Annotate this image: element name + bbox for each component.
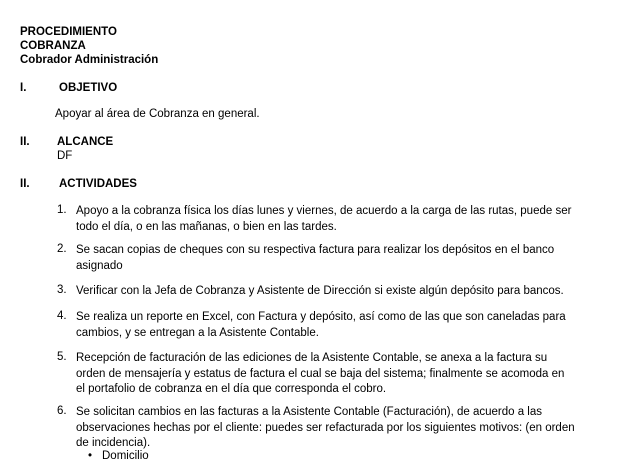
activity-number: 4. (57, 310, 67, 322)
activity-line: Verificar con la Jefa de Cobranza y Asistente de Dirección si existe algún depósito para bancos. (76, 285, 564, 297)
activity-item (76, 405, 610, 452)
activity-line: orden de mensajería y estatus de factura el cual se baja del sistema; finalmente se acomoda en (76, 367, 565, 380)
section-actividades-numeral: II. (20, 178, 30, 190)
activity-item (76, 284, 610, 300)
activity-line: Se sacan copias de cheques con su respectiva factura para realizar los depósitos en el banco (76, 244, 555, 256)
section-alcance-title: ALCANCE (57, 136, 114, 148)
activity-item (76, 243, 610, 274)
activity-line: Se solicitan cambios en las facturas a la Asistente Contable (Facturación), de acuerdo a las (76, 406, 542, 418)
activity-line: de incidencia). (76, 437, 151, 449)
activity-line: observaciones hechas por el cliente: puedes ser refacturada por los siguientes motivos: (en orden (76, 421, 575, 434)
activity-line: Se realiza un reporte en Excel, con Factura y depósito, así como de las que son caneladas para (76, 311, 566, 323)
section-actividades-title: ACTIVIDADES (59, 178, 137, 190)
activity-number: 3. (57, 284, 67, 296)
activity-item (76, 310, 610, 341)
section-alcance-numeral: II. (20, 136, 30, 148)
activity-line: Recepción de facturación de las ediciones de la Asistente Contable, se anexa a la factura su (76, 352, 548, 364)
activity-item (76, 204, 610, 235)
activity-number: 1. (57, 204, 67, 216)
section-objetivo-numeral: I. (20, 82, 27, 94)
bullet-item (88, 450, 149, 462)
section-objetivo-title: OBJETIVO (59, 82, 118, 94)
header-title: PROCEDIMIENTO (20, 26, 117, 38)
header-subtitle: COBRANZA (20, 40, 86, 52)
activity-number: 6. (57, 405, 67, 417)
header-role: Cobrador Administración (20, 54, 159, 66)
activity-line: todo el día, o en las mañanas, o bien en las tardes. (76, 220, 337, 233)
bullet-text: Domicilio (102, 450, 149, 462)
activity-number: 5. (57, 351, 67, 363)
section-objetivo-text: Apoyar al área de Cobranza en general. (55, 108, 260, 120)
activity-line: el portafolio de cobranza en el día que corresponda el cobro. (76, 383, 387, 395)
activity-item (76, 351, 610, 398)
activity-line: Apoyo a la cobranza física los días lunes y viernes, de acuerdo a la carga de las rutas, puede ser (76, 205, 572, 217)
bullet-icon: • (88, 450, 93, 462)
activity-line: asignado (76, 259, 123, 272)
activity-line: cambios, y se entregan a la Asistente Contable. (76, 326, 319, 339)
activity-number: 2. (57, 243, 67, 255)
section-alcance-text: DF (57, 150, 73, 162)
